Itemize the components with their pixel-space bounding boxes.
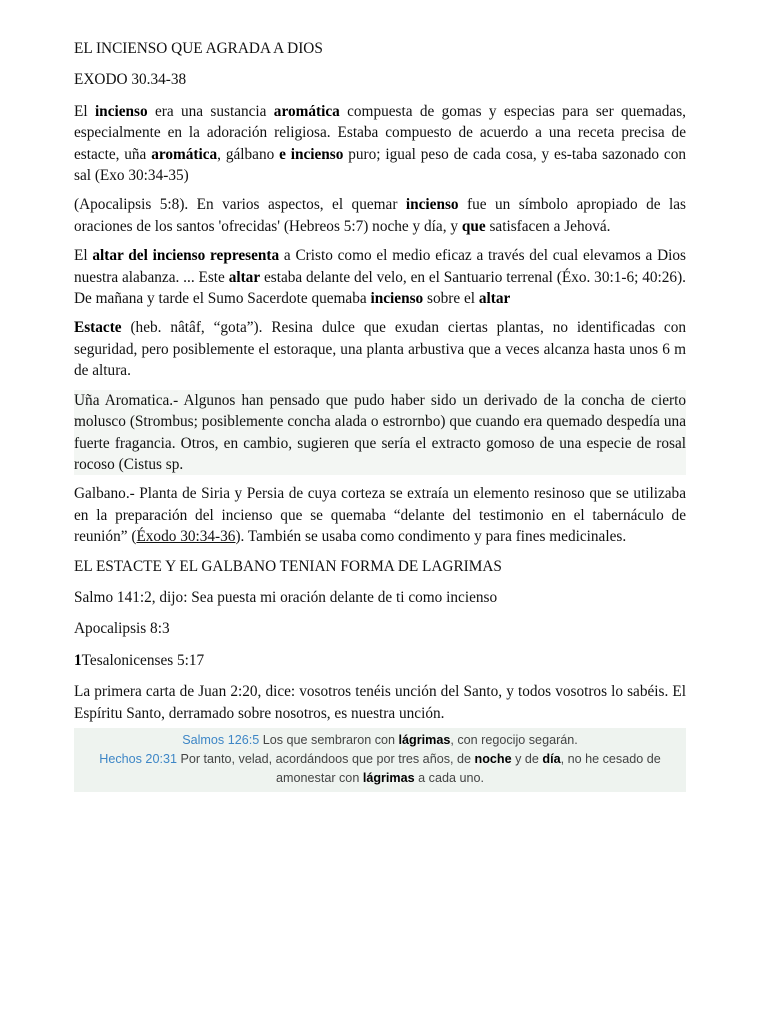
paragraph-altar: El altar del incienso representa a Cristo como el medio eficaz a través del cual elevamos a Dios nuestra alabanza. ... Este altar estaba delante del velo, en el Santuario terrenal (Éxo. 30:1-6; 40:26). De mañana y tarde el Sumo Sacerdote quemaba incienso sobre el altar [74,247,686,308]
verse-hechos: Hechos 20:31 Por tanto, velad, acordándoos que por tres años, de noche y de día, no he cesado de amonestar con lágrimas a cada uno. [99,751,661,785]
section-heading: EL ESTACTE Y EL GALBANO TENIAN FORMA DE LAGRIMAS [74,557,502,575]
psalm-line: Salmo 141:2, dijo: Sea puesta mi oración delante de ti como incienso [74,588,498,606]
thessalonians-line: 1Tesalonicenses 5:17 [74,651,205,669]
verse-ref-link[interactable]: Hechos 20:31 [99,751,177,766]
paragraph-juan: La primera carta de Juan 2:20, dice: vosotros tenéis unción del Santo, y todos vosotros lo sabéis. El Espíritu Santo, derramado sobre nosotros, es nuestra unción. [74,683,686,722]
verse-salmos: Salmos 126:5 Los que sembraron con lágrimas, con regocijo segarán. [182,732,578,747]
paragraph-estacte: Estacte (heb. nâtâf, “gota”). Resina dulce que exudan ciertas plantas, no identificadas con seguridad, pero posiblemente el estoraque, una planta arbustiva que a veces alcanza hasta unos 6 m de altura. [74,319,686,380]
paragraph-incense-symbol: (Apocalipsis 5:8). En varios aspectos, el quemar incienso fue un símbolo apropiado de las oraciones de los santos 'ofrecidas' (Hebreos 5:7) noche y día, y que satisfacen a Jehová. [74,196,687,235]
verse-ref-link[interactable]: Salmos 126:5 [182,732,260,747]
document-title: EL INCIENSO QUE AGRADA A DIOS [74,40,323,57]
revelation-line: Apocalipsis 8:3 [74,620,170,638]
document-page [74,38,686,792]
scripture-reference: EXODO 30.34-38 [74,71,187,89]
verse-box [74,728,686,792]
paragraph-incense-definition: El incienso era una sustancia aromática compuesta de gomas y especias para ser quemadas, especialmente en la adoración religiosa. Estaba compuesto de acuerdo a una receta precisa de estacte, uña aromática, gálbano e incienso puro; igual peso de cada cosa, y es-taba sazonado con sal (Exo 30:34-35) [74,102,686,185]
exodo-link[interactable]: Éxodo 30:34-36 [136,528,236,546]
paragraph-una-aromatica: Uña Aromatica.- Algunos han pensado que pudo haber sido un derivado de la concha de cierto molusco (Strombus; posiblemente concha alada o estrornbo) que cuando era quemado despedía una fuerte fragancia. Otros, en cambio, sugieren que sería el extracto gomoso de una especie de rosal rocoso (Cistus sp. [74,390,686,476]
paragraph-galbano: Galbano.- Planta de Siria y Persia de cuya corteza se extraía un elemento resinoso que se utilizaba en la preparación del incienso que se quemaba “delante del testimonio en el tabernáculo de reunión” (Éxodo 30:34-36). También se usaba como condimento y para fines medicinales. [74,485,686,546]
